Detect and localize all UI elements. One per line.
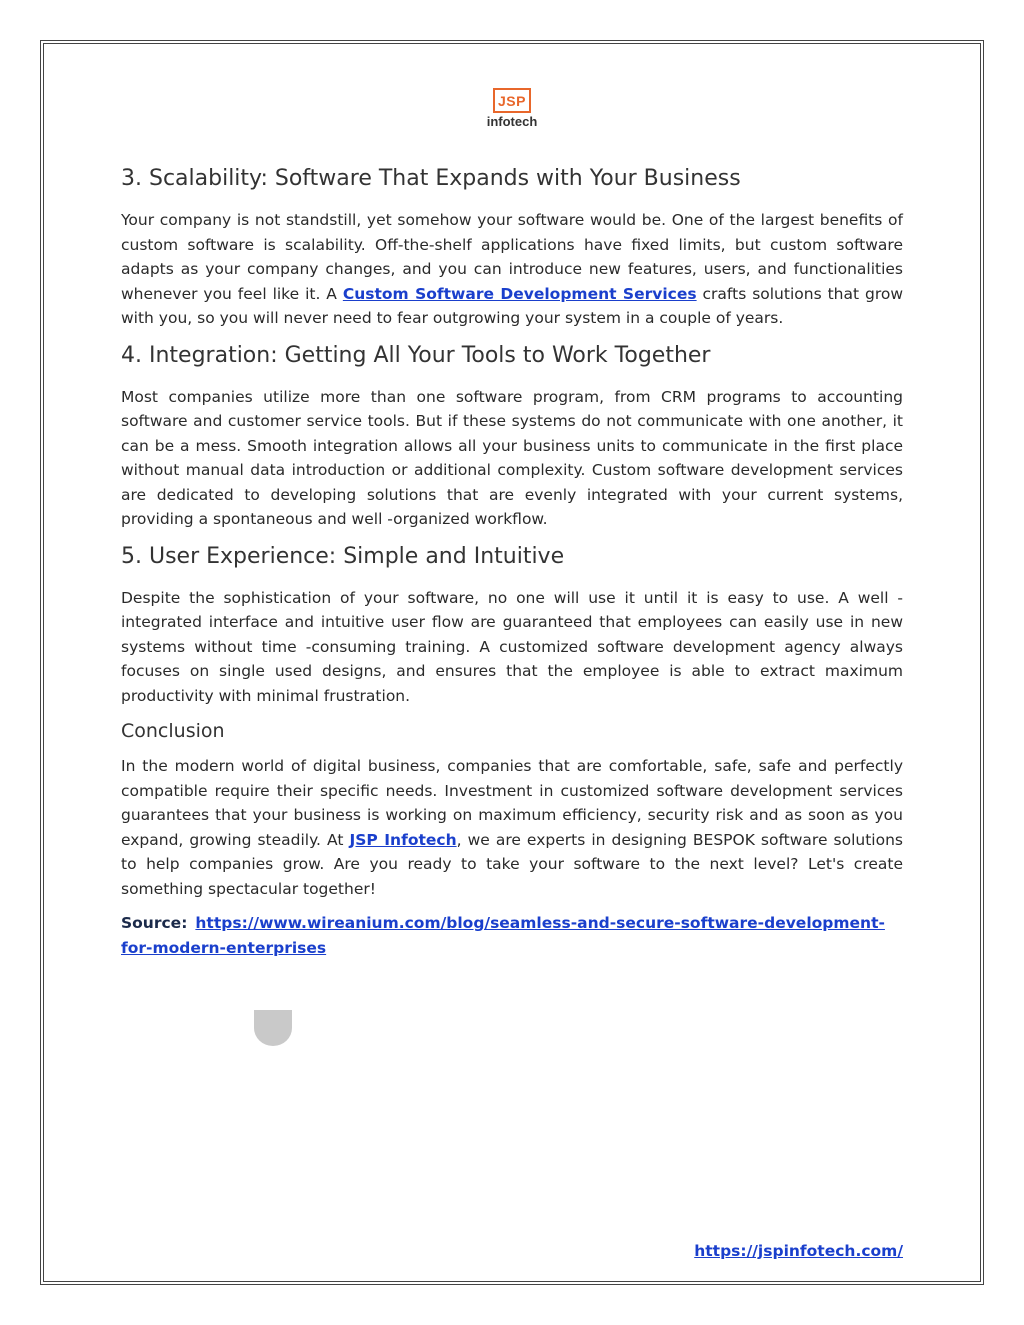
source-line <box>121 911 903 960</box>
section-heading-integration: 4. Integration: Getting All Your Tools to Work Together <box>121 342 711 368</box>
jsp-infotech-link[interactable]: JSP Infotech <box>349 830 457 849</box>
footer-website-link[interactable]: https://jspinfotech.com/ <box>694 1242 903 1260</box>
source-label: Source: <box>121 914 188 932</box>
custom-software-services-link[interactable]: Custom Software Development Services <box>342 284 697 303</box>
text-segment: In the modern world of digital business, companies that are comfortable, safe, safe and perfectly compatible require their specific needs. Investment in customized software development services guarantees that your business is working on maximum efficiency, security risk and as soon as you expand, growing steadily. At <box>121 757 903 849</box>
text-segment: Your company is not standstill, yet somehow your software would be. One of the largest benefits of custom software is scalability. Off-the-shelf applications have fixed limits, but custom software adapts as your company changes, and you can introduce new features, users, and functionalities whenever you feel like it. A <box>121 211 903 303</box>
section-text-integration: Most companies utilize more than one software program, from CRM programs to accounting software and customer service tools. But if these systems do not communicate with one another, it can be a mess. Smooth integration allows all your business units to communicate in the first place without manual data introduction or additional complexity. Custom software development services are dedicated to developing solutions that are evenly integrated with your current systems, providing a spontaneous and well -organized workflow. <box>121 387 903 528</box>
logo-mark: JSP <box>493 88 531 113</box>
section-heading-scalability: 3. Scalability: Software That Expands with Your Business <box>121 166 741 191</box>
article-body <box>121 164 903 960</box>
section-text-scalability <box>121 208 903 331</box>
decorative-circle-icon <box>254 1010 292 1046</box>
logo-wordmark: infotech <box>486 114 538 129</box>
conclusion-text <box>121 754 903 901</box>
conclusion-heading: Conclusion <box>121 720 225 742</box>
jsp-infotech-logo <box>482 88 542 129</box>
text-segment: crafts solutions that grow with you, so you will never need to fear outgrowing your system in a couple of years. <box>121 284 904 327</box>
text-segment: , we are experts in designing BESPOK software solutions to help companies grow. Are you ready to take your software to the next level? Let's create something spectacular together! <box>121 830 903 898</box>
footer <box>694 1242 903 1260</box>
source-link[interactable]: https://www.wireanium.com/blog/seamless-and-secure-software-development-for-modern-enterprises <box>121 914 885 957</box>
section-text-user-experience: Despite the sophistication of your software, no one will use it until it is easy to use. A well -integrated interface and intuitive user flow are guaranteed that employees can easily use in new systems without time -consuming training. A customized software development agency always focuses on single used designs, and ensures that the employee is able to extract maximum productivity with minimal frustration. <box>121 588 903 705</box>
section-heading-user-experience: 5. User Experience: Simple and Intuitive <box>121 543 565 569</box>
